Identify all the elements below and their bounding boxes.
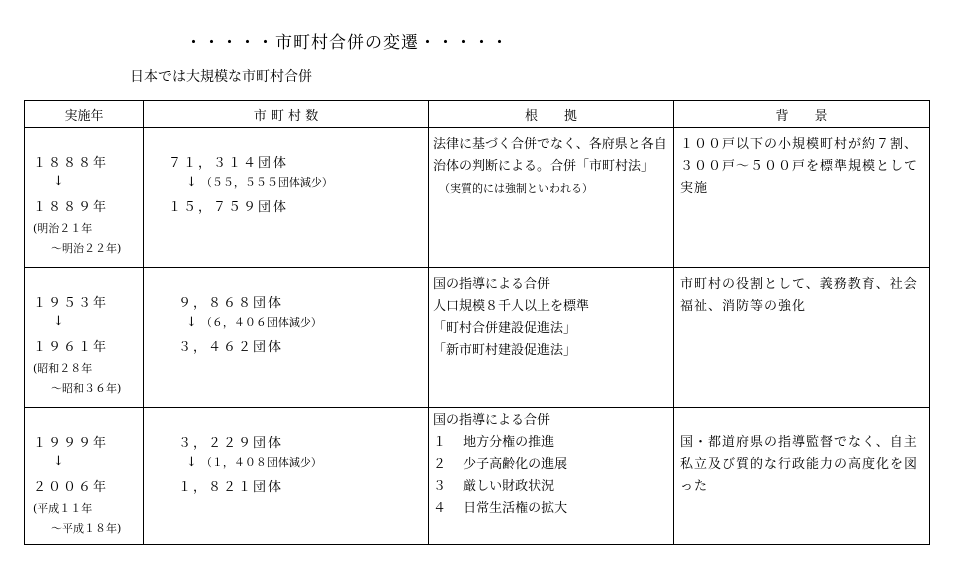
era-start: (明治２１年 — [33, 222, 93, 235]
basis-cell — [429, 128, 674, 268]
down-arrow-icon: ↓ — [186, 315, 197, 330]
background-text: 国・都道府県の指導監督でなく、自主私立及び質的な行政能力の高度化を図った — [680, 435, 919, 494]
era-end: ～昭和３６年) — [51, 382, 122, 395]
background-text: １００戸以下の小規模町村が約７割、３００戸～５００戸を標準規模として実施 — [680, 137, 919, 196]
page-title: ・・・・・市町村合併の変遷・・・・・ — [185, 33, 509, 53]
year-end: ２００６年 — [33, 480, 109, 495]
count-reduction: ↓ （６，４０６団体減少） — [186, 315, 322, 330]
basis-line: ２ 少子高齢化の進展 — [433, 457, 568, 472]
basis-line: 「新市町村建設促進法」 — [433, 343, 577, 358]
basis-line: ３ 厳しい財政状況 — [433, 479, 555, 494]
basis-line: 「町村合併建設促進法」 — [433, 321, 577, 336]
header-basis: 根 拠 — [429, 101, 674, 128]
basis-line: 法律に基づく合併でなく、各府県と各自治体の判断による。合併「市町村法」 — [433, 137, 667, 174]
page-subtitle: 日本では大規模な市町村合併 — [130, 69, 312, 85]
table-header-row — [25, 101, 930, 128]
basis-line: 国の指導による合併 — [433, 277, 551, 292]
background-cell — [674, 128, 930, 268]
basis-cell — [429, 408, 674, 545]
count-before: ９，８６８団体 — [178, 296, 284, 311]
count-before: ３，２２９団体 — [178, 436, 284, 451]
year-cell — [25, 408, 144, 545]
basis-line: ４ 日常生活権の拡大 — [433, 501, 568, 516]
year-start: １９５３年 — [33, 296, 109, 311]
basis-cell — [429, 268, 674, 408]
count-cell — [144, 408, 429, 545]
count-reduction: ↓ （１，４０８団体減少） — [186, 455, 322, 470]
down-arrow-icon: ↓ — [53, 174, 64, 189]
background-text: 市町村の役割として、義務教育、社会福祉、消防等の強化 — [680, 277, 918, 314]
basis-line: 人口規模８千人以上を標準 — [433, 299, 590, 314]
era-start: (昭和２８年 — [33, 362, 93, 375]
down-arrow-icon: ↓ — [53, 454, 64, 469]
basis-line: 国の指導による合併 — [433, 413, 551, 428]
year-start: １８８８年 — [33, 156, 109, 171]
year-cell — [25, 128, 144, 268]
background-cell — [674, 408, 930, 545]
year-end: １８８９年 — [33, 200, 109, 215]
count-after: ３，４６２団体 — [178, 340, 284, 355]
year-end: １９６１年 — [33, 340, 109, 355]
header-count: 市 町 村 数 — [144, 101, 429, 128]
header-background: 背 景 — [674, 101, 930, 128]
down-arrow-icon: ↓ — [186, 455, 197, 470]
year-cell — [25, 268, 144, 408]
year-start: １９９９年 — [33, 436, 109, 451]
count-after: １，８２１団体 — [178, 480, 284, 495]
count-before: ７１，３１４団体 — [168, 156, 289, 171]
table-row — [25, 408, 930, 545]
merger-history-table — [24, 100, 930, 545]
count-reduction: ↓ （５５，５５５団体減少） — [186, 175, 333, 190]
era-end: ～平成１８年) — [51, 522, 122, 535]
table-row — [25, 128, 930, 268]
era-start: (平成１１年 — [33, 502, 93, 515]
count-cell — [144, 268, 429, 408]
basis-line: １ 地方分権の推進 — [433, 435, 555, 450]
down-arrow-icon: ↓ — [53, 314, 64, 329]
count-cell — [144, 128, 429, 268]
down-arrow-icon: ↓ — [186, 175, 197, 190]
count-after: １５，７５９団体 — [168, 200, 289, 215]
background-cell — [674, 268, 930, 408]
header-year: 実施年 — [25, 101, 144, 128]
basis-note: （実質的には強制といわれる） — [439, 182, 593, 195]
table-row — [25, 268, 930, 408]
era-end: ～明治２２年) — [51, 242, 122, 255]
